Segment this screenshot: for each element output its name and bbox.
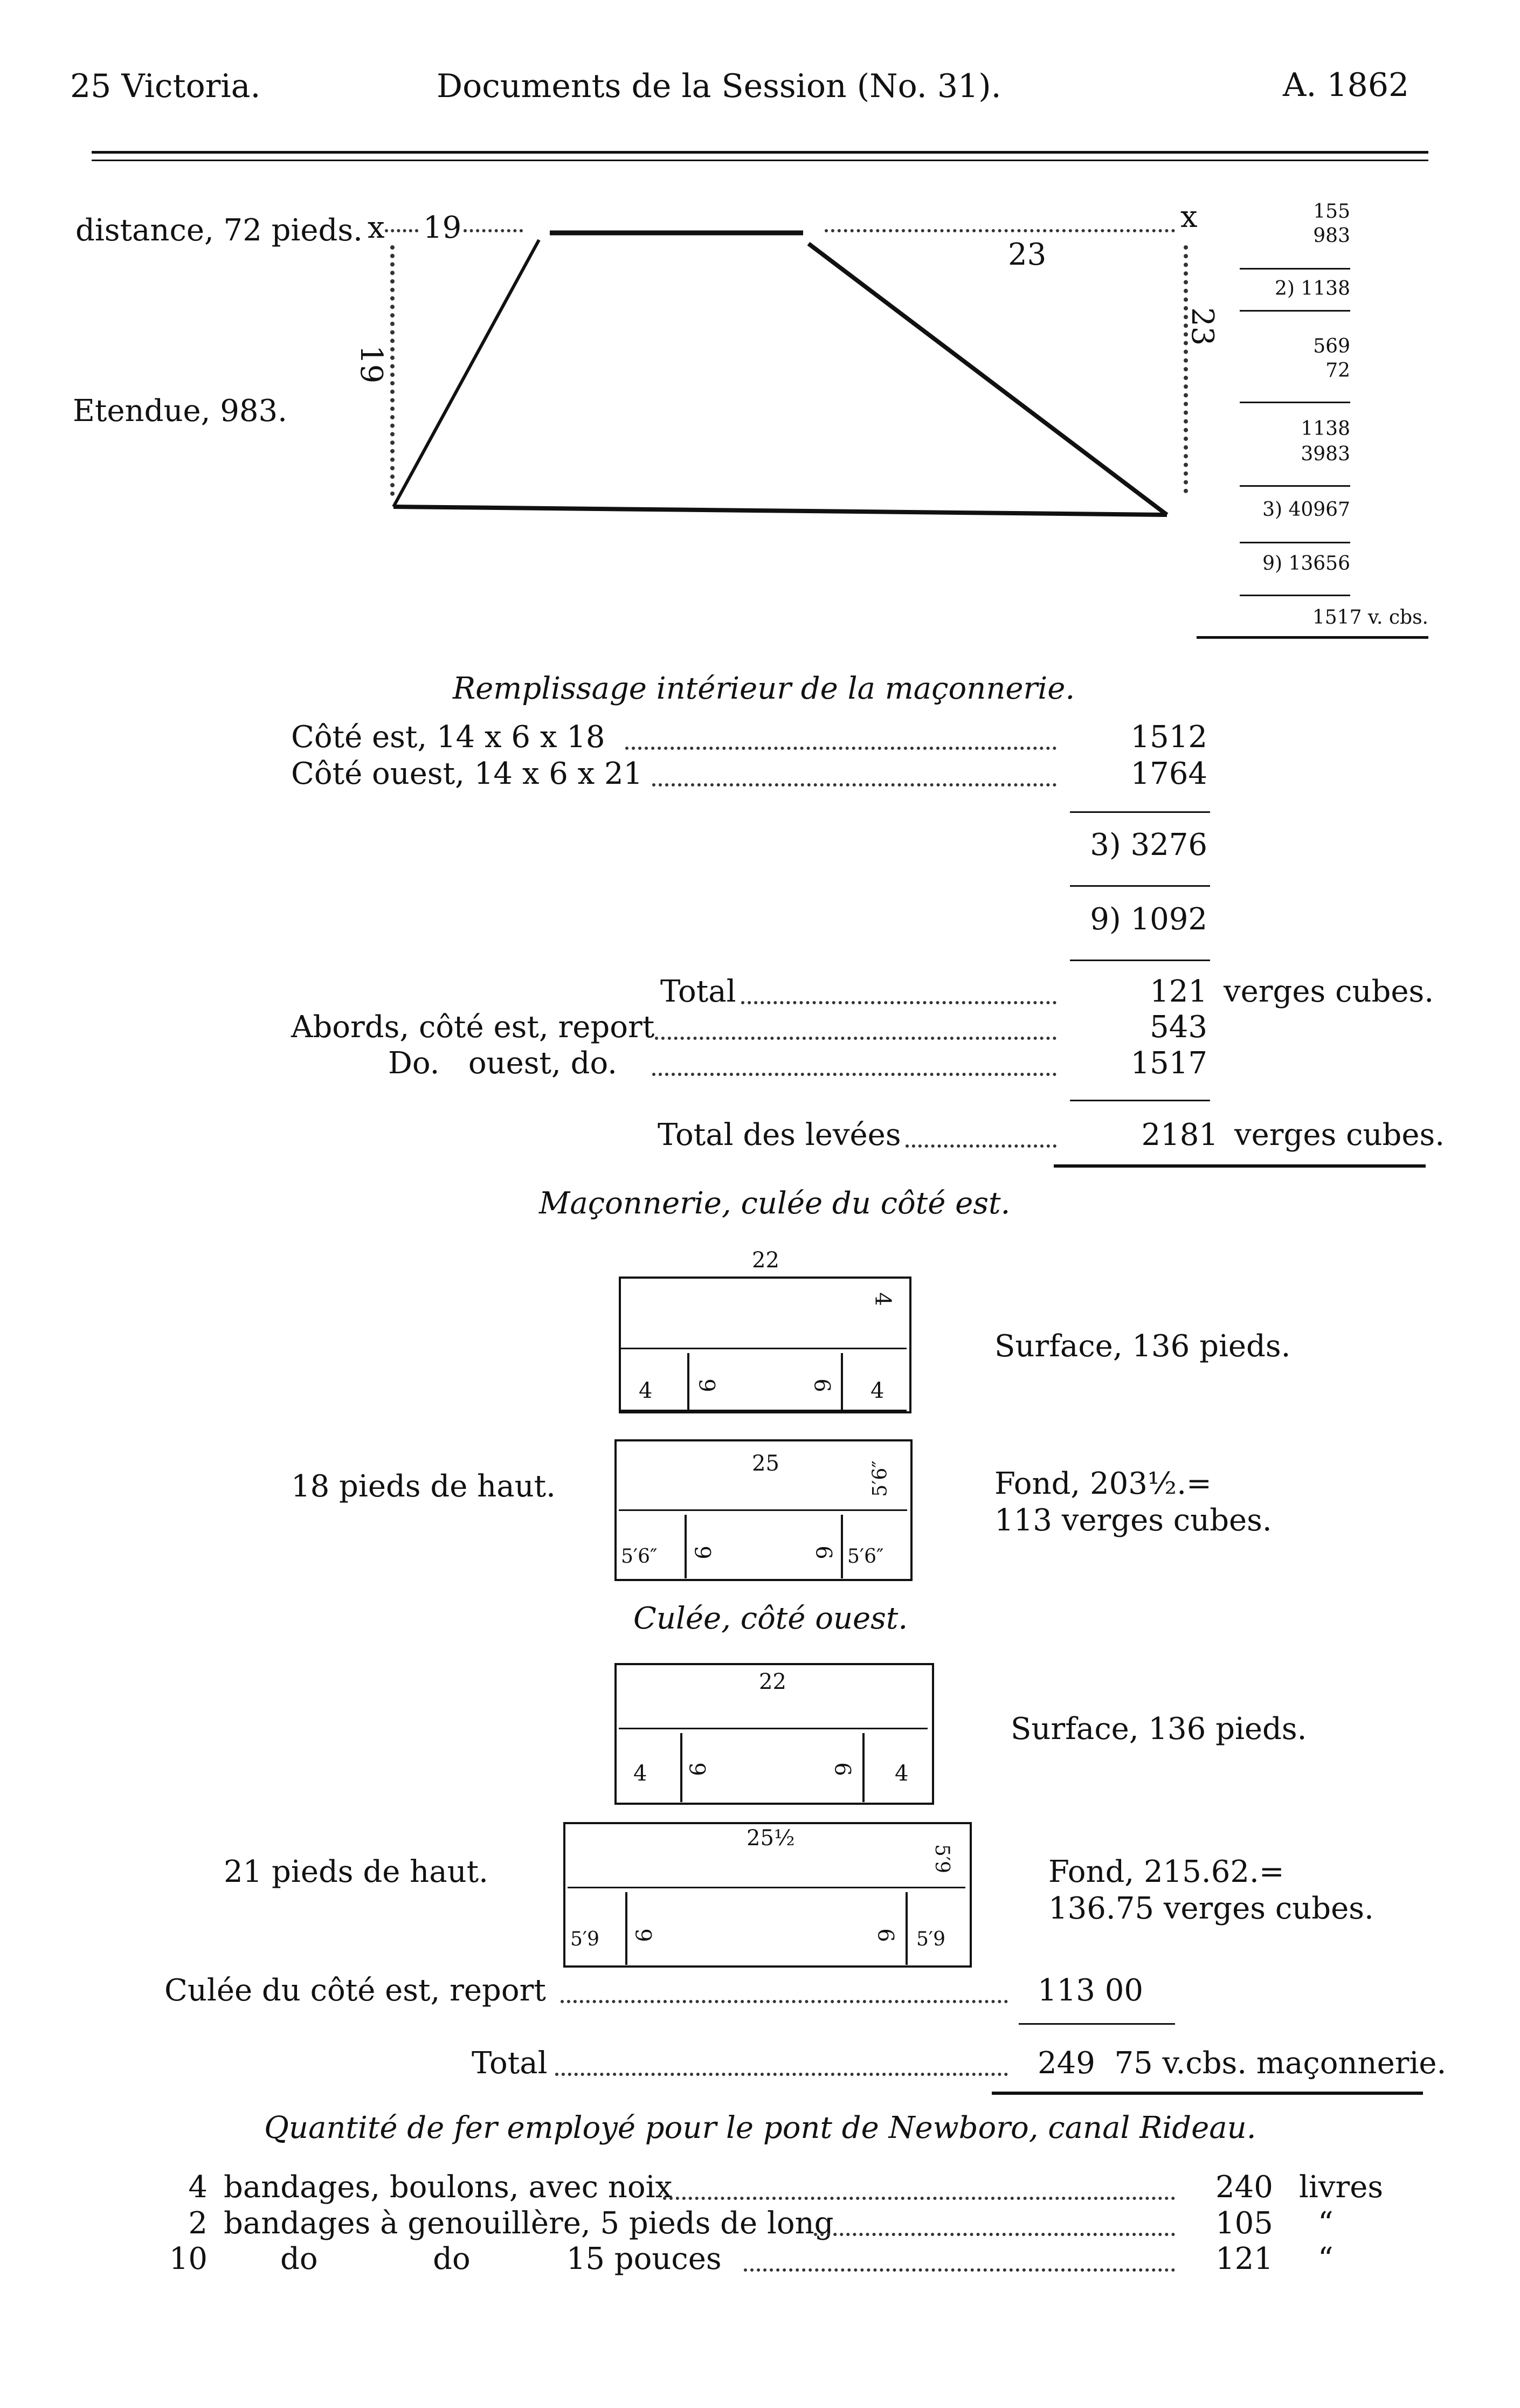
header-volume: 25 Victoria. xyxy=(70,67,261,105)
dotted-leader xyxy=(744,2268,1175,2272)
sum-rule xyxy=(1070,960,1210,961)
do-ouest-value: 1517 xyxy=(1130,1046,1207,1081)
trapezoid-right-edge xyxy=(809,244,1167,515)
sum-rule xyxy=(1070,811,1210,813)
ouest-bot-dim-r: 5′9 xyxy=(916,1928,945,1950)
est-bot-dim-m1: 9 xyxy=(689,1545,715,1560)
remplissage-row-value: 1512 xyxy=(1130,720,1207,755)
remplissage-total-value: 121 xyxy=(1150,974,1207,1009)
fer-row-qty: 2 xyxy=(188,2206,208,2241)
est-surface: Surface, 136 pieds. xyxy=(994,1329,1291,1364)
calc-line: 2) 1138 xyxy=(1274,278,1350,300)
ouest-top-pier-left xyxy=(680,1733,682,1802)
ouest-bot-mid-rule xyxy=(568,1887,965,1888)
dotted-leader xyxy=(655,1037,1056,1040)
calc-line: 72 xyxy=(1325,360,1350,382)
dotted-leader xyxy=(906,1144,1056,1148)
est-bot-dim-m2: 6 xyxy=(811,1545,836,1560)
est-top-right-dim: 4 xyxy=(870,1292,895,1306)
remplissage-row-label: Côté ouest, 14 x 6 x 21 xyxy=(291,756,643,791)
calc-rule xyxy=(1240,268,1350,270)
ouest-bot-dim-m2: 6 xyxy=(873,1928,898,1942)
levees-value: 2181 xyxy=(1141,1117,1218,1153)
totals-double-rule xyxy=(992,2092,1423,2095)
report-label: Culée du côté est, report xyxy=(164,1973,546,2008)
report-value: 113 00 xyxy=(1038,1973,1143,2008)
ouest-bot-pier-right xyxy=(906,1892,908,1965)
dotted-leader xyxy=(561,2000,1008,2003)
est-top-dim-m1: 9 xyxy=(694,1378,719,1392)
est-top-mid-rule xyxy=(621,1348,907,1349)
est-top-width: 22 xyxy=(752,1248,779,1273)
fer-row-desc: do do 15 pouces xyxy=(280,2241,722,2276)
calc-line: 155 xyxy=(1313,201,1350,223)
ouest-bot-pier-left xyxy=(625,1892,627,1965)
est-top-dim-r4: 4 xyxy=(870,1378,885,1403)
ouest-top-pier-right xyxy=(862,1733,865,1802)
fer-row-desc: bandages à genouillère, 5 pieds de long xyxy=(224,2206,834,2241)
est-bot-mid-rule xyxy=(619,1509,907,1511)
remplissage-div3: 3) 3276 xyxy=(1090,827,1207,863)
trapezoid-base xyxy=(393,507,1167,515)
ouest-bot-dim-m1: 9 xyxy=(630,1928,655,1942)
calc-line: 983 xyxy=(1313,225,1350,247)
trapezoid-left-edge xyxy=(393,240,539,507)
est-bot-right-dim: 5′6″ xyxy=(869,1460,892,1497)
diagram-side-19: 19 xyxy=(354,345,389,384)
sum-rule xyxy=(1070,885,1210,887)
levees-double-rule xyxy=(1054,1164,1426,1168)
calc-line: 9) 13656 xyxy=(1262,553,1350,575)
fer-row-qty: 10 xyxy=(169,2241,208,2276)
remplissage-total-unit: verges cubes. xyxy=(1224,974,1434,1009)
calc-double-rule xyxy=(1197,636,1428,639)
ouest-bot-width: 25½ xyxy=(747,1826,795,1851)
ouest-top-dim-r4: 4 xyxy=(895,1761,909,1786)
maconnerie-est-title: Maçonnerie, culée du côté est. xyxy=(539,1186,1011,1221)
fer-row-value: 121 xyxy=(1215,2241,1273,2276)
diagram-top-19: 19 xyxy=(423,210,462,245)
calc-line: 1138 xyxy=(1301,418,1350,440)
ouest-top-plan xyxy=(614,1663,934,1805)
calc-rule xyxy=(1240,310,1350,312)
header-year: A. 1862 xyxy=(1283,66,1410,104)
abords-label: Abords, côté est, report xyxy=(291,1010,655,1045)
est-fond-2: 113 verges cubes. xyxy=(994,1503,1272,1538)
calc-rule xyxy=(1240,402,1350,403)
sum-rule xyxy=(1070,1100,1210,1101)
est-height-label: 18 pieds de haut. xyxy=(291,1469,556,1504)
culee-ouest-title: Culée, côté ouest. xyxy=(633,1601,908,1636)
ouest-top-width: 22 xyxy=(759,1669,786,1694)
dotted-leader xyxy=(741,1001,1056,1004)
fer-row-value: 105 xyxy=(1215,2206,1273,2241)
dotted-leader xyxy=(663,2197,1175,2200)
est-top-dim-l4: 4 xyxy=(639,1378,653,1403)
levees-label: Total des levées xyxy=(658,1117,901,1153)
ouest-top-dim-m1: 9 xyxy=(684,1762,709,1776)
est-top-dim-m2: 6 xyxy=(809,1378,834,1392)
dotted-leader xyxy=(555,2073,1008,2076)
diagram-x-right: x xyxy=(1180,199,1198,234)
remplissage-div9: 9) 1092 xyxy=(1090,902,1207,937)
est-top-plan xyxy=(619,1277,911,1413)
calc-line: 569 xyxy=(1313,335,1350,357)
fer-row-unit: livres xyxy=(1299,2170,1384,2205)
est-bot-dim-l: 5′6″ xyxy=(621,1545,658,1568)
ouest-top-dim-m2: 6 xyxy=(830,1762,855,1776)
abords-value: 543 xyxy=(1150,1010,1207,1045)
est-bot-dim-r: 5′6″ xyxy=(847,1545,884,1568)
do-ouest-label: Do. ouest, do. xyxy=(388,1046,617,1081)
calc-result: 1517 v. cbs. xyxy=(1312,606,1428,629)
fer-title: Quantité de fer employé pour le pont de Newboro, canal Rideau. xyxy=(264,2110,1256,2145)
remplissage-row-label: Côté est, 14 x 6 x 18 xyxy=(291,720,605,755)
dotted-leader xyxy=(625,747,1056,750)
est-bot-width: 25 xyxy=(752,1451,779,1476)
ouest-fond-1: Fond, 215.62.= xyxy=(1048,1854,1284,1889)
calc-line: 3) 40967 xyxy=(1262,499,1350,521)
fer-row-desc: bandages, boulons, avec noix xyxy=(224,2170,673,2205)
etendue-label: Etendue, 983. xyxy=(73,394,287,429)
header-title: Documents de la Session (No. 31). xyxy=(437,67,1001,105)
totals-rule xyxy=(1019,2023,1175,2025)
ouest-bot-right-dim: 5′9 xyxy=(930,1844,953,1873)
dotted-leader xyxy=(652,1073,1056,1076)
ouest-top-dim-l4: 4 xyxy=(633,1761,647,1786)
est-top-pier-left xyxy=(687,1353,689,1412)
calc-rule xyxy=(1240,542,1350,543)
ouest-top-mid-rule xyxy=(619,1728,928,1729)
grand-total-label: Total xyxy=(472,2046,548,2081)
ouest-height-label: 21 pieds de haut. xyxy=(224,1854,488,1889)
est-fond-1: Fond, 203½.= xyxy=(994,1466,1212,1501)
dotted-leader xyxy=(814,2233,1175,2236)
remplissage-total-label: Total xyxy=(660,974,736,1009)
distance-label: distance, 72 pieds. xyxy=(75,213,363,248)
remplissage-row-value: 1764 xyxy=(1130,756,1207,791)
ouest-bottom-plan xyxy=(563,1822,972,1968)
diagram-top-23: 23 xyxy=(1008,237,1047,272)
calc-line: 3983 xyxy=(1301,443,1350,465)
grand-total-value: 249 75 v.cbs. maçonnerie. xyxy=(1038,2046,1447,2081)
dotted-leader xyxy=(652,783,1056,786)
fer-row-value: 240 xyxy=(1215,2170,1273,2205)
ouest-bot-dim-l: 5′9 xyxy=(570,1928,599,1950)
fer-row-unit: “ xyxy=(1318,2241,1334,2276)
remplissage-title: Remplissage intérieur de la maçonnerie. xyxy=(453,671,1075,706)
est-top-pier-right xyxy=(841,1353,843,1412)
diagram-x-left: x xyxy=(368,210,385,245)
diagram-side-23: 23 xyxy=(1185,307,1220,346)
calc-rule xyxy=(1240,595,1350,596)
est-bot-pier-right xyxy=(841,1515,843,1578)
levees-unit: verges cubes. xyxy=(1234,1117,1445,1153)
calc-rule xyxy=(1240,485,1350,487)
est-top-base-rule xyxy=(621,1410,907,1411)
fer-row-qty: 4 xyxy=(188,2170,208,2205)
est-bot-pier-left xyxy=(685,1515,687,1578)
ouest-surface: Surface, 136 pieds. xyxy=(1011,1712,1307,1747)
ouest-fond-2: 136.75 verges cubes. xyxy=(1048,1891,1374,1926)
fer-row-unit: “ xyxy=(1318,2206,1334,2241)
